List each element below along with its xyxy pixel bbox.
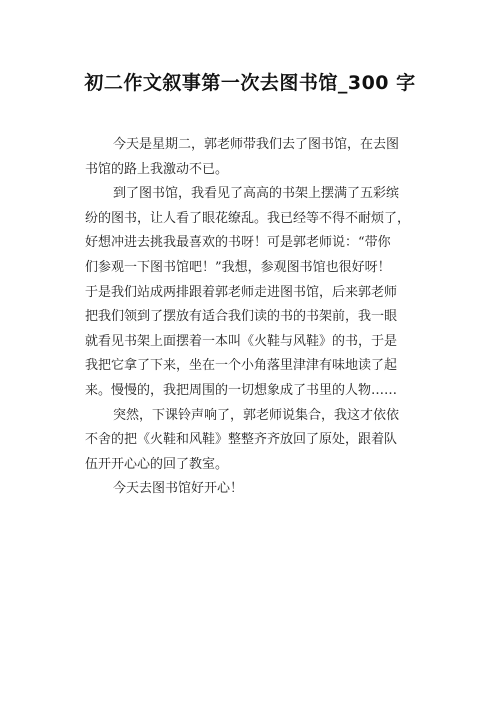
paragraph-2-line-1: 到了图书馆，我看见了高高的书架上摆满了五彩缤	[113, 186, 400, 202]
document-title: 初二作文叙事第一次去图书馆_300 字	[84, 72, 416, 94]
paragraph-2-line-4: 们参观一下图书馆吧！”我想，参观图书馆也很好呀！	[85, 259, 391, 275]
paragraph-3-line-1: 突然，下课铃声响了，郭老师说集合，我这才依依	[113, 407, 400, 423]
paragraph-3-line-3: 伍开开心心的回了教室。	[85, 456, 229, 472]
paragraph-1-line-2: 书馆的路上我激动不已。	[85, 161, 229, 177]
paragraph-2-line-5: 于是我们站成两排跟着郭老师走进图书馆，后来郭老师	[85, 284, 398, 300]
paragraph-2-line-3: 好想冲进去挑我最喜欢的书呀！可是郭老师说：“带你	[85, 235, 391, 251]
paragraph-2-line-9: 来。慢慢的，我把周围的一切想象成了书里的人物……	[85, 382, 398, 398]
paragraph-2-line-6: 把我们领到了摆放有适合我们读的书的书架前，我一眼	[85, 309, 398, 325]
paragraph-4-line-1: 今天去图书馆好开心！	[113, 481, 244, 497]
paragraph-2-line-8: 我把它拿了下来，坐在一个小角落里津津有味地读了起	[85, 358, 398, 374]
paragraph-3-line-2: 不舍的把《火鞋和风鞋》整整齐齐放回了原处，跟着队	[85, 432, 398, 448]
paragraph-2-line-2: 纷的图书，让人看了眼花缭乱。我已经等不得不耐烦了，	[85, 210, 411, 226]
paragraph-2-line-7: 就看见书架上面摆着一本叫《火鞋与风鞋》的书，于是	[85, 333, 398, 349]
paragraph-1-line-1: 今天是星期二，郭老师带我们去了图书馆，在去图	[113, 137, 400, 152]
document-body	[85, 133, 420, 502]
